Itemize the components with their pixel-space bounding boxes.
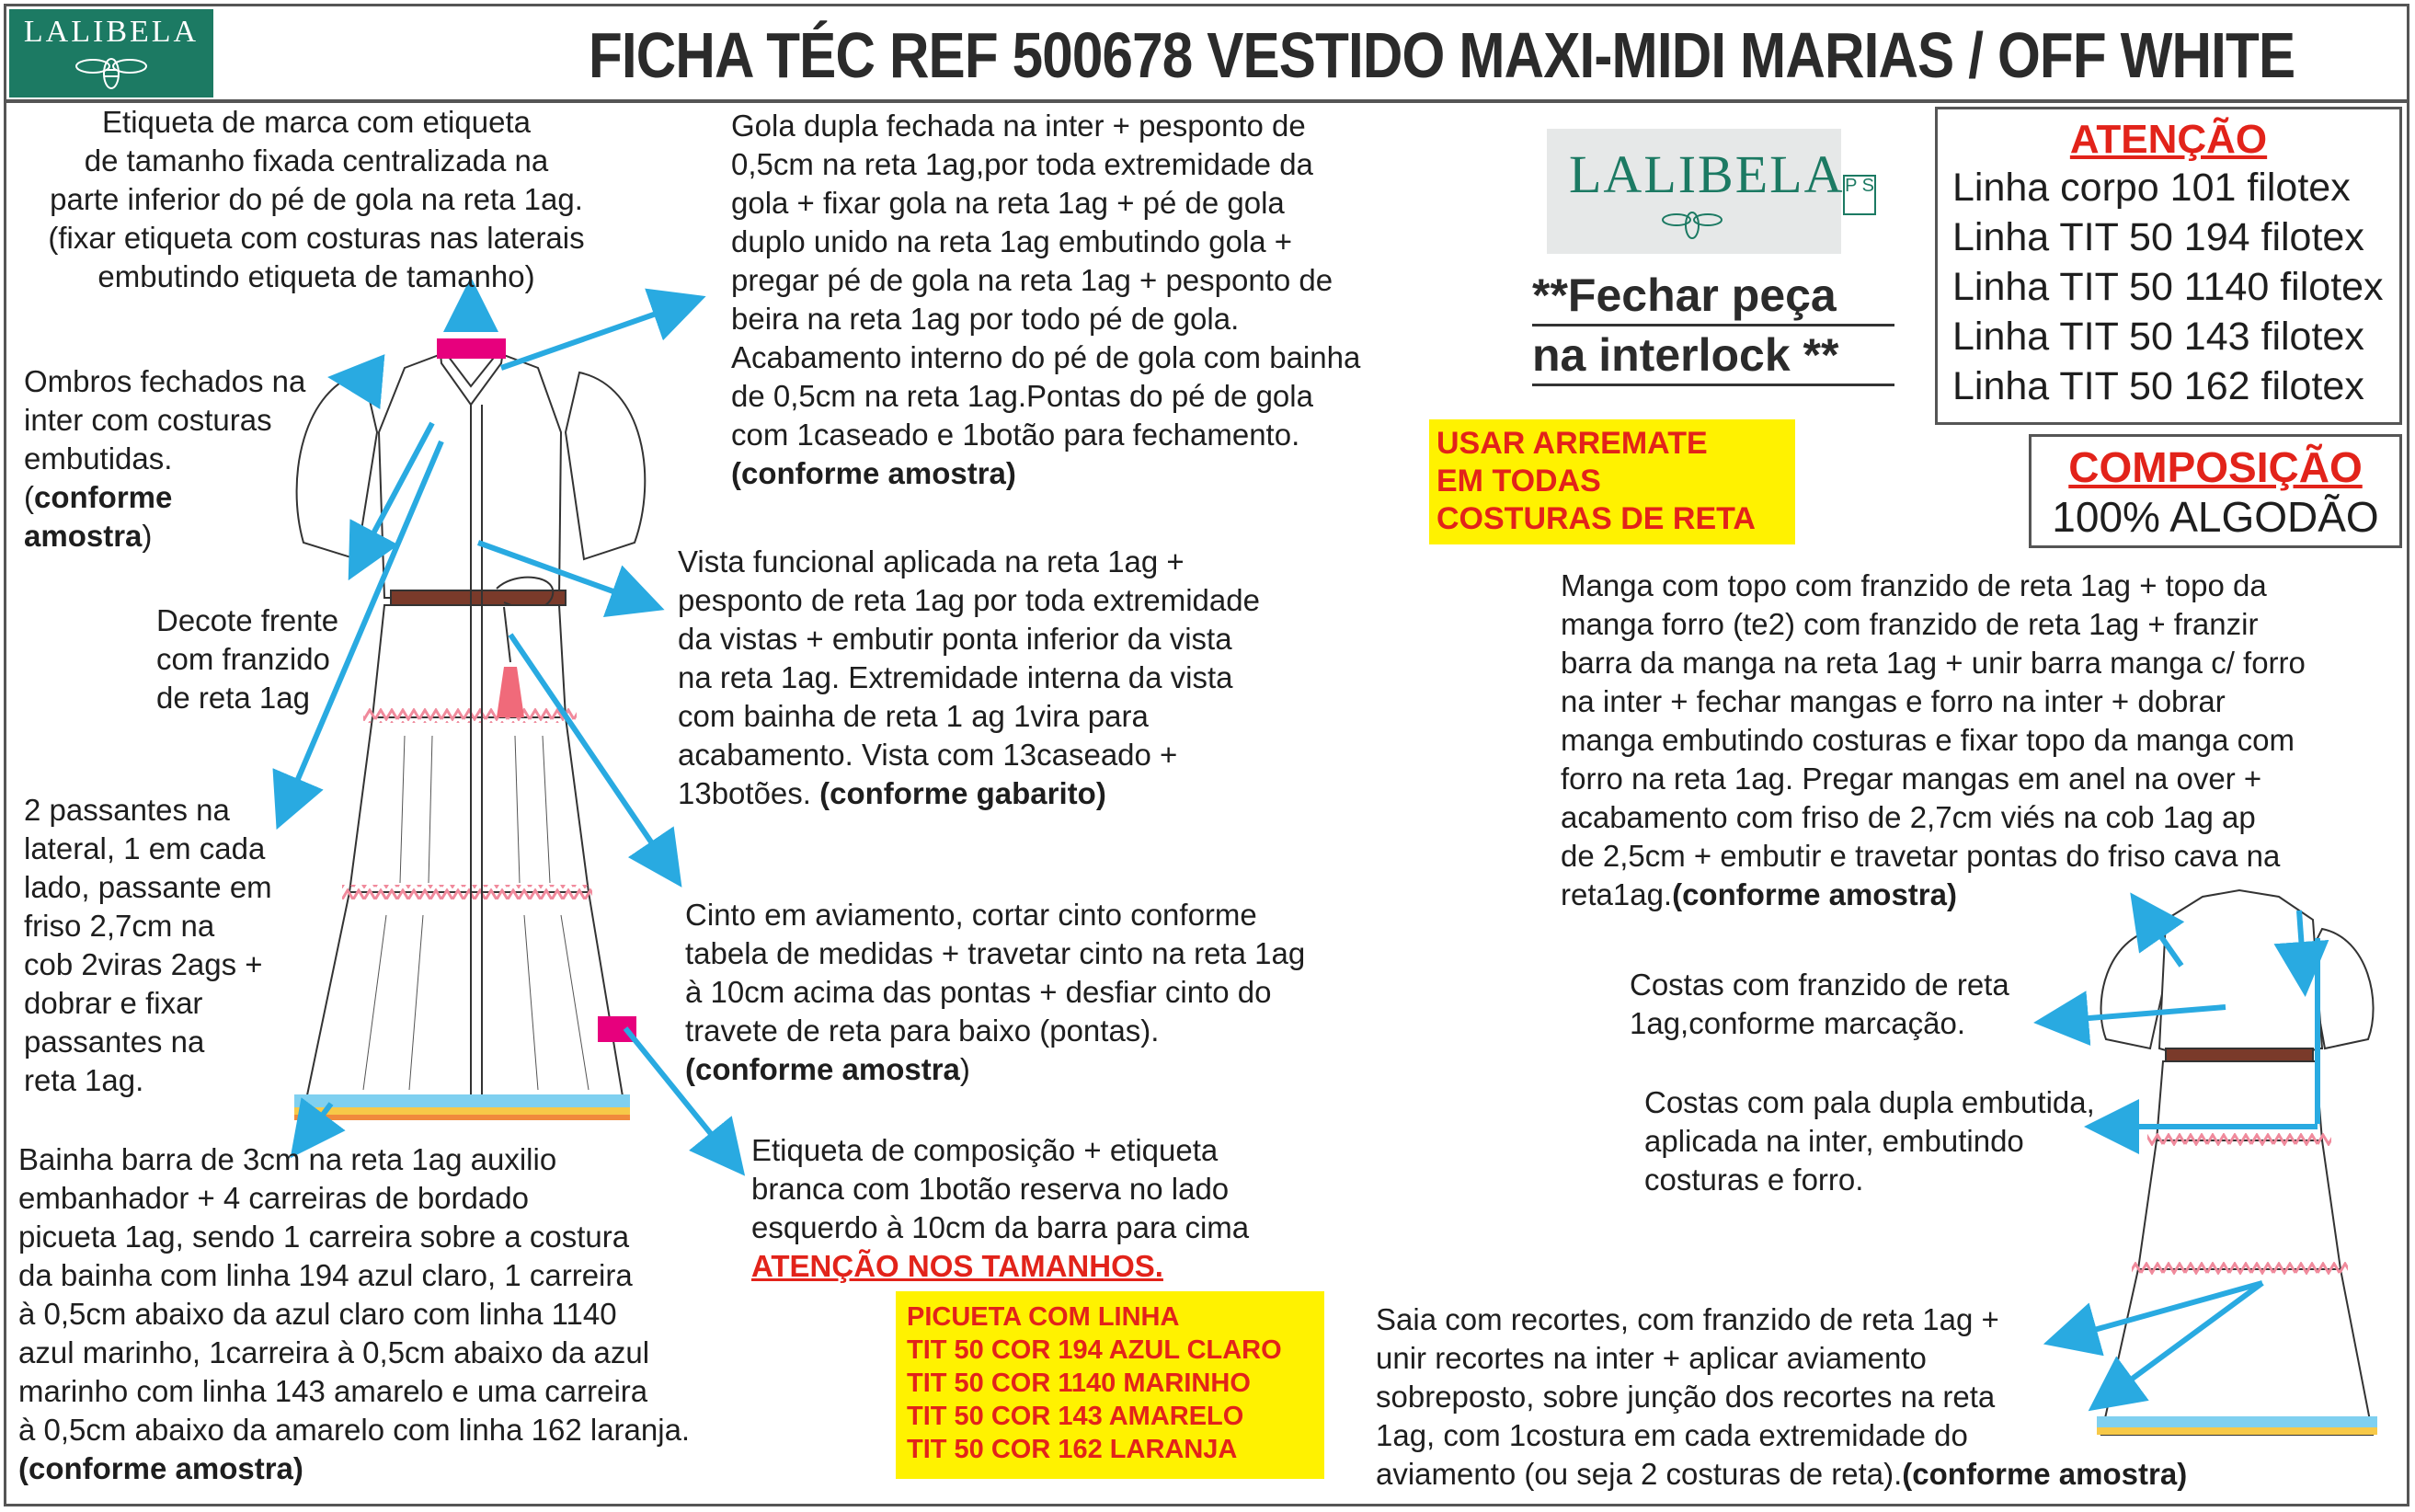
thread-line: Linha corpo 101 filotex xyxy=(1952,166,2351,210)
note-shoulders xyxy=(24,362,355,556)
composition-box xyxy=(2029,434,2402,548)
note-line: lateral, 1 em cada xyxy=(24,831,266,865)
note-line: ) xyxy=(142,519,153,553)
note-line: de 0,5cm na reta 1ag.Pontas do pé de gola xyxy=(731,379,1313,413)
note-line: acabamento. Vista com 13caseado + xyxy=(678,738,1178,772)
arremate-line: USAR ARREMATE xyxy=(1436,426,1708,461)
note-line: costuras e forro. xyxy=(1644,1163,1864,1197)
picueta-line: TIT 50 COR 162 LARANJA xyxy=(907,1435,1238,1464)
note-line: cob 2viras 2ags + xyxy=(24,947,263,981)
composition-title: COMPOSIÇÃO xyxy=(2068,443,2363,491)
arremate-line: COSTURAS DE RETA xyxy=(1436,501,1756,536)
note-line: de reta 1ag xyxy=(156,681,310,715)
note-line: Cinto em aviamento, cortar cinto conforme xyxy=(685,898,1257,932)
note-line: Gola dupla fechada na inter + pesponto de xyxy=(731,109,1306,143)
note-line: à 10cm acima das pontas + desfiar cinto do xyxy=(685,975,1272,1009)
note-back-yoke xyxy=(1644,1083,2159,1199)
ps-tag: P S xyxy=(1843,175,1876,215)
note-bold: (conforme amostra) xyxy=(731,456,1016,490)
note-line: embutidas. xyxy=(24,441,173,475)
attention-box xyxy=(1935,107,2402,425)
note-line: Decote frente xyxy=(156,603,339,637)
note-line: da bainha com linha 194 azul claro, 1 carreira xyxy=(18,1258,633,1292)
note-line: Ombros fechados na xyxy=(24,364,306,398)
note-line: Etiqueta de composição + etiqueta xyxy=(751,1133,1219,1167)
note-skirt xyxy=(1376,1300,2406,1494)
note-line: lado, passante em xyxy=(24,870,272,904)
note-bold: conforme xyxy=(34,480,173,514)
note-line: dobrar e fixar xyxy=(24,986,203,1020)
note-line: Bainha barra de 3cm na reta 1ag auxilio xyxy=(18,1142,557,1176)
picueta-line: TIT 50 COR 143 AMARELO xyxy=(907,1402,1244,1431)
note-line: acabamento com friso de 2,7cm viés na cob 1ag ap xyxy=(1561,800,2256,834)
note-composition-label xyxy=(751,1131,1395,1286)
note-line: gola + fixar gola na reta 1ag + pé de gola xyxy=(731,186,1285,220)
note-line: 2 passantes na xyxy=(24,793,230,827)
thread-line: Linha TIT 50 162 filotex xyxy=(1952,364,2364,408)
note-line: embanhador + 4 carreiras de bordado xyxy=(18,1181,529,1215)
note-line: pesponto de reta 1ag por toda extremidade xyxy=(678,583,1260,617)
note-line: esquerdo à 10cm da barra para cima xyxy=(751,1210,1250,1244)
note-line: com franzido xyxy=(156,642,330,676)
note-line: reta 1ag. xyxy=(24,1063,144,1097)
note-line: na reta 1ag. Extremidade interna da vista xyxy=(678,660,1233,694)
note-line: inter com costuras xyxy=(24,403,272,437)
note-line: (fixar etiqueta com costuras nas laterais xyxy=(48,221,585,255)
note-line: aplicada na inter, embutindo xyxy=(1644,1124,2024,1158)
note-line: de 2,5cm + embutir e travetar pontas do friso cava na xyxy=(1561,839,2281,873)
note-line: com 1caseado e 1botão para fechamento. xyxy=(731,418,1300,452)
brand-logo-text: LALIBELA xyxy=(23,15,200,49)
note-bold: (conforme amostra) xyxy=(1902,1457,2188,1491)
page-title: FICHA TÉC REF 500678 VESTIDO MAXI-MIDI MARIAS / OFF WHITE xyxy=(589,19,2295,91)
note-line: embutindo etiqueta de tamanho) xyxy=(97,259,535,293)
note-line: Etiqueta de marca com etiqueta xyxy=(102,105,531,139)
note-line: 0,5cm na reta 1ag,por toda extremidade da xyxy=(731,147,1313,181)
note-line: travete de reta para baixo (pontas). xyxy=(685,1014,1160,1048)
note-line: à 0,5cm abaixo da azul claro com linha 1140 xyxy=(18,1297,617,1331)
note-line: manga forro (te2) com franzido de reta 1ag + franzir xyxy=(1561,607,2259,641)
note-line: aviamento (ou seja 2 costuras de reta). xyxy=(1376,1457,1903,1491)
thread-line: Linha TIT 50 194 filotex xyxy=(1952,215,2364,259)
note-line: ( xyxy=(24,480,34,514)
note-placket xyxy=(678,543,1377,813)
note-line: 13botões. xyxy=(678,776,820,810)
note-line: manga embutindo costuras e fixar topo da manga com xyxy=(1561,723,2295,757)
interlock-line: **Fechar peça xyxy=(1532,267,1894,326)
note-line: 1ag, com 1costura em cada extremidade do xyxy=(1376,1418,1968,1452)
picueta-box xyxy=(896,1291,1324,1479)
note-sleeve xyxy=(1561,567,2407,914)
note-line: ) xyxy=(959,1052,970,1086)
thread-line: Linha TIT 50 143 filotex xyxy=(1952,315,2364,359)
note-line: pregar pé de gola na reta 1ag + pesponto de xyxy=(731,263,1333,297)
note-line: parte inferior do pé de gola na reta 1ag. xyxy=(50,182,583,216)
note-line: marinho com linha 143 amarelo e uma carreira xyxy=(18,1374,648,1408)
note-line: Vista funcional aplicada na reta 1ag + xyxy=(678,544,1185,578)
picueta-line: TIT 50 COR 1140 MARINHO xyxy=(907,1369,1251,1398)
note-belt xyxy=(685,896,1412,1089)
note-bold: (conforme amostra xyxy=(685,1052,960,1086)
picueta-line: TIT 50 COR 194 AZUL CLARO xyxy=(907,1335,1282,1365)
note-line: na inter + fechar mangas e forro na inter + dobrar xyxy=(1561,684,2226,718)
note-line: azul marinho, 1carreira à 0,5cm abaixo da azul xyxy=(18,1335,650,1369)
brand-label xyxy=(1547,129,1845,254)
note-back-gather xyxy=(1630,966,2089,1043)
picueta-line: PICUETA COM LINHA xyxy=(907,1302,1180,1332)
composition-value: 100% ALGODÃO xyxy=(2052,493,2379,541)
note-line: à 0,5cm abaixo da amarelo com linha 162 laranja. xyxy=(18,1413,691,1447)
note-line: com bainha de reta 1 ag 1vira para xyxy=(678,699,1149,733)
note-line: da vistas + embutir ponta inferior da vista xyxy=(678,622,1232,656)
interlock-line: na interlock ** xyxy=(1532,326,1894,386)
note-line: tabela de medidas + travetar cinto na reta 1ag xyxy=(685,936,1306,970)
note-bold: (conforme gabarito) xyxy=(819,776,1106,810)
interlock-note xyxy=(1532,267,1894,386)
note-bold: amostra xyxy=(24,519,143,553)
note-brand-label xyxy=(13,103,620,296)
attention-title: ATENÇÃO xyxy=(2069,117,2268,162)
note-line: beira na reta 1ag por todo pé de gola. xyxy=(731,302,1240,336)
arremate-line: EM TODAS xyxy=(1436,464,1601,498)
note-hem xyxy=(18,1140,754,1488)
note-line: unir recortes na inter + aplicar aviamento xyxy=(1376,1341,1927,1375)
note-bold: (conforme amostra) xyxy=(1672,877,1957,911)
note-line: Acabamento interno do pé de gola com bainha xyxy=(731,340,1361,374)
note-line: 1ag,conforme marcação. xyxy=(1630,1006,1966,1040)
thread-line: Linha TIT 50 1140 filotex xyxy=(1952,265,2384,309)
note-line: Saia com recortes, com franzido de reta 1ag + xyxy=(1376,1302,1999,1336)
arremate-box xyxy=(1429,419,1795,544)
note-line: de tamanho fixada centralizada na xyxy=(84,143,549,178)
note-line: Costas com franzido de reta xyxy=(1630,968,2009,1002)
note-line: reta1ag. xyxy=(1561,877,1673,911)
note-line: friso 2,7cm na xyxy=(24,909,215,943)
note-collar xyxy=(731,107,1458,493)
note-line: duplo unido na reta 1ag embutindo gola + xyxy=(731,224,1293,258)
note-bold: (conforme amostra) xyxy=(18,1451,303,1485)
note-line: passantes na xyxy=(24,1025,205,1059)
note-line: barra da manga na reta 1ag + unir barra manga c/ forro xyxy=(1561,646,2306,680)
note-line: picueta 1ag, sendo 1 carreira sobre a costura xyxy=(18,1220,630,1254)
note-line: branca com 1botão reserva no lado xyxy=(751,1172,1230,1206)
note-line: Manga com topo com franzido de reta 1ag + topo da xyxy=(1561,568,2267,602)
warning-sizes: ATENÇÃO NOS TAMANHOS. xyxy=(751,1249,1163,1283)
note-neckline xyxy=(156,601,377,717)
note-loops xyxy=(24,791,318,1100)
bee-icon xyxy=(1547,129,1841,254)
brand-label-name: LALIBELA xyxy=(1569,144,1845,204)
note-line: forro na reta 1ag. Pregar mangas em anel na over + xyxy=(1561,762,2262,796)
note-line: sobreposto, sobre junção dos recortes na reta xyxy=(1376,1380,1996,1414)
note-line: Costas com pala dupla embutida, xyxy=(1644,1085,2095,1119)
